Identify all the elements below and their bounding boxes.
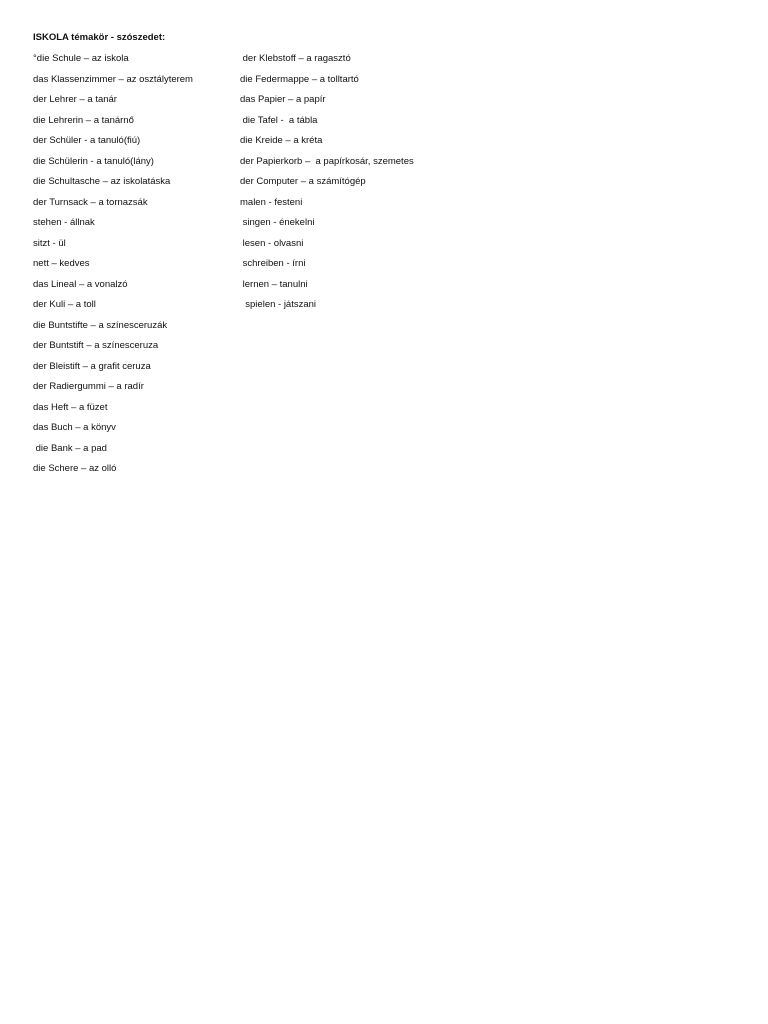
list-item: die Bank – a pad <box>33 442 107 454</box>
list-item: der Turnsack – a tornazsák <box>33 196 148 208</box>
list-item: der Schüler - a tanuló(fiú) <box>33 135 141 146</box>
list-item: der Papierkorb – a papírkosár, szemetes <box>240 155 414 167</box>
list-item: das Papier – a papír <box>240 94 326 105</box>
list-item: nett – kedves <box>33 258 90 269</box>
list-item: spielen - játszani <box>240 299 317 310</box>
list-item: stehen - állnak <box>33 217 95 228</box>
list-item: singen - énekelni <box>240 217 315 228</box>
list-item: der Computer – a számítógép <box>240 176 366 187</box>
list-item: der Klebstoff – a ragasztó <box>240 53 351 64</box>
list-item: der Lehrer – a tanár <box>33 94 117 105</box>
list-item: die Federmappe – a tolltartó <box>240 73 359 85</box>
list-item: die Schultasche – az iskolatáska <box>33 176 171 187</box>
list-item: lesen - olvasni <box>240 237 304 249</box>
list-item: der Buntstift – a színesceruza <box>33 340 159 351</box>
page-title: ISKOLA témakör - szószedet: <box>33 32 166 43</box>
list-item: die Buntstifte – a színesceruzák <box>33 319 168 331</box>
vocab-list-left <box>33 52 193 483</box>
list-item: die Kreide – a kréta <box>240 135 323 146</box>
list-item: der Bleistift – a grafit ceruza <box>33 360 151 372</box>
list-item: das Lineal – a vonalzó <box>33 278 128 290</box>
list-item: schreiben - írni <box>240 258 306 269</box>
list-item: das Klassenzimmer – az osztályterem <box>33 73 193 85</box>
list-item: die Lehrerin – a tanárnő <box>33 114 134 126</box>
list-item: der Kuli – a toll <box>33 299 96 310</box>
list-item: die Tafel - a tábla <box>240 114 318 126</box>
list-item: sitzt - ül <box>33 237 66 249</box>
list-item: malen - festeni <box>240 196 303 208</box>
list-item: das Heft – a füzet <box>33 401 108 413</box>
vocab-list-right <box>240 52 414 319</box>
list-item: °die Schule – az iskola <box>33 53 129 64</box>
list-item: der Radiergummi – a radír <box>33 381 144 392</box>
list-item: die Schülerin - a tanuló(lány) <box>33 155 154 167</box>
list-item: lernen – tanulni <box>240 278 308 290</box>
list-item: das Buch – a könyv <box>33 422 116 433</box>
list-item: die Schere – az olló <box>33 463 117 474</box>
